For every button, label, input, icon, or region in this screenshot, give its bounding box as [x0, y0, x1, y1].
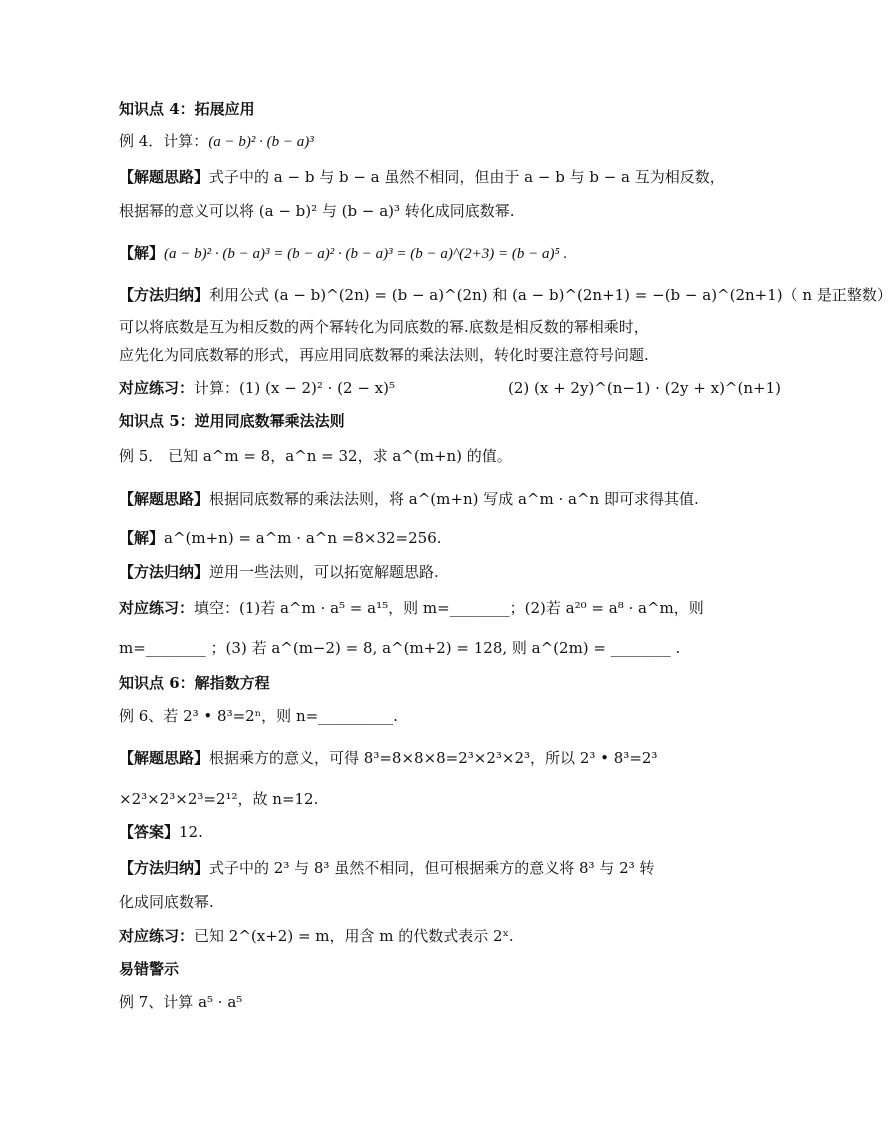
kp4-practice — [119, 378, 395, 398]
answer-label: 【答案】 — [119, 823, 180, 841]
warning-example: 例 7、计算 a⁵ · a⁵ — [119, 993, 243, 1011]
kp4-analysis-line2: 根据幂的意义可以将 (a − b)² 与 (b − a)³ 转化成同底数幂. — [119, 202, 515, 220]
kp4-solution — [119, 243, 567, 264]
kp5-heading: 知识点 5：逆用同底数幂乘法法则 — [119, 412, 345, 430]
kp4-method-line3: 应先化为同底数幂的形式，再应用同底数幂的乘法法则，转化时要注意符号问题. — [119, 346, 649, 364]
warning-heading: 易错警示 — [119, 960, 180, 978]
kp4-solution-math: (a − b)² · (b − a)³ = (b − a)² · (b − a)³ = (b − a)^(2+3) = (b − a)⁵ . — [164, 246, 568, 262]
kp6-analysis-text1: 根据乘方的意义，可得 8³=8×8×8=2³×2³×2³，所以 2³ • 8³=2³ — [209, 749, 658, 767]
kp4-heading: 知识点 4：拓展应用 — [119, 100, 255, 118]
kp5-practice-line2: m=________ ；(3) 若 a^(m−2) = 8, a^(m+2) = 128, 则 a^(2m) = ________ . — [119, 639, 681, 657]
kp6-practice-text: 已知 2^(x+2) = m，用含 m 的代数式表示 2ˣ. — [194, 927, 514, 945]
kp6-heading: 知识点 6：解指数方程 — [119, 674, 270, 692]
kp6-example: 例 6、若 2³ • 8³=2ⁿ，则 n=__________. — [119, 707, 398, 725]
analysis-label: 【解题思路】 — [119, 749, 210, 767]
kp4-practice-1: 计算：(1) (x − 2)² · (2 − x)⁵ — [194, 379, 395, 397]
method-label: 【方法归纳】 — [119, 563, 210, 581]
method-label: 【方法归纳】 — [119, 286, 210, 304]
kp4-example-prefix: 例 4．计算： — [119, 132, 209, 150]
kp4-example — [119, 131, 314, 152]
kp6-answer-text: 12. — [179, 823, 203, 841]
kp6-method-line1 — [119, 858, 654, 878]
solution-label: 【解】 — [119, 244, 165, 262]
solution-label: 【解】 — [119, 529, 165, 547]
kp5-practice-line1 — [119, 598, 704, 618]
kp5-analysis — [119, 489, 699, 509]
kp4-analysis-text1: 式子中的 a − b 与 b − a 虽然不相同，但由于 a − b 与 b − a 互为相反数， — [209, 168, 725, 186]
kp6-method-text1: 式子中的 2³ 与 8³ 虽然不相同，但可根据乘方的意义将 8³ 与 2³ 转 — [209, 859, 655, 877]
kp5-practice-text1: 填空：(1)若 a^m · a⁵ = a¹⁵，则 m=________；(2)若 a²⁰ = a⁸ · a^m，则 — [194, 599, 704, 617]
kp5-method-text: 逆用一些法则，可以拓宽解题思路. — [209, 563, 439, 581]
practice-label: 对应练习： — [119, 379, 195, 397]
kp4-practice-2: (2) (x + 2y)^(n−1) · (2y + x)^(n+1) — [508, 379, 781, 397]
kp4-analysis-line1 — [119, 167, 725, 187]
kp4-example-math: (a − b)² · (b − a)³ — [208, 134, 314, 150]
kp5-example: 例 5． 已知 a^m = 8，a^n = 32，求 a^(m+n) 的值。 — [119, 447, 512, 465]
kp5-method — [119, 562, 439, 582]
kp6-method-line2: 化成同底数幂. — [119, 893, 214, 911]
analysis-label: 【解题思路】 — [119, 168, 210, 186]
method-label: 【方法归纳】 — [119, 859, 210, 877]
kp6-analysis-line2: ×2³×2³×2³=2¹²，故 n=12. — [119, 790, 319, 808]
kp6-analysis-line1 — [119, 748, 657, 768]
kp6-practice — [119, 926, 514, 946]
kp5-analysis-text: 根据同底数幂的乘法法则，将 a^(m+n) 写成 a^m · a^n 即可求得其值. — [209, 490, 699, 508]
analysis-label: 【解题思路】 — [119, 490, 210, 508]
practice-label: 对应练习： — [119, 927, 195, 945]
practice-label: 对应练习： — [119, 599, 195, 617]
kp6-answer — [119, 822, 203, 842]
kp4-method-text1: 利用公式 (a − b)^(2n) = (b − a)^(2n) 和 (a − b)^(2n+1) = −(b − a)^(2n+1)（ n 是正整数） — [209, 286, 892, 304]
kp5-solution-text: a^(m+n) = a^m · a^n =8×32=256. — [164, 529, 442, 547]
kp4-method-line1 — [119, 285, 892, 305]
kp4-method-line2: 可以将底数是互为相反数的两个幂转化为同底数的幂.底数是相反数的幂相乘时， — [119, 318, 649, 336]
kp5-solution — [119, 528, 442, 548]
